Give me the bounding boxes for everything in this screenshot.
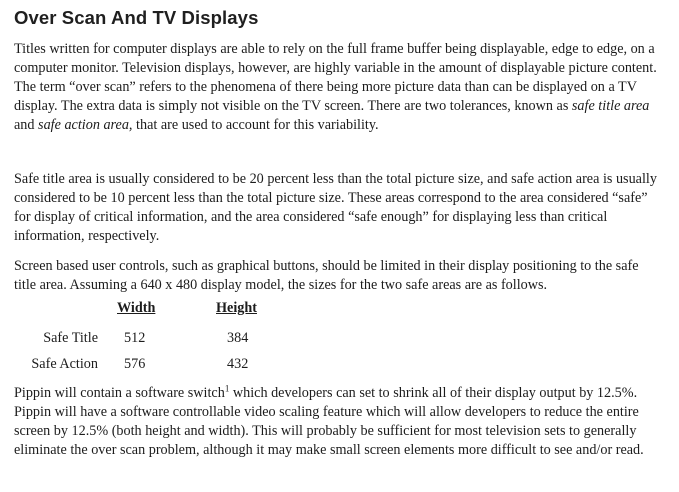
footnote-marker[interactable]: 1 — [224, 383, 230, 394]
column-header-height: Height — [216, 300, 257, 316]
column-header-width: Width — [117, 300, 156, 316]
paragraph-text: which developers can set to shrink all of their display output by 12.5%. Pippin will have a software controllable video scaling feature which will allow developers to reduce the entire screen by 12.5% (both height and width). This will probably be sufficient for most television sets to generally eliminate the over scan problem, although it may make small screen elements more difficult to see and/or read. — [14, 385, 644, 458]
paragraph-text: Titles written for computer displays are able to rely on the full frame buffer being displayable, edge to edge, on a computer monitor. Television displays, however, are highly variable in the amount of displayable picture content. The term “over scan” refers to the phenomena of there being more picture data than can be displayed on a TV display. The extra data is simply not visible on the TV screen. There are two tolerances, known as — [14, 41, 657, 114]
paragraph-text: and — [14, 117, 39, 133]
cell-safe-action-height: 432 — [227, 356, 249, 372]
paragraph-text: that are used to account for this variability. — [132, 117, 379, 133]
cell-safe-title-height: 384 — [227, 330, 249, 346]
row-label-safe-title: Safe Title — [43, 330, 98, 346]
paragraph-safe-areas-definition: Safe title area is usually considered to be 20 percent less than the total picture size, and safe action area is usually considered to be 10 percent less than the total picture size. These areas correspond to the area considered “safe” for display of critical information, and the area considered “safe enough” for displaying less than critical information, respectively. — [14, 171, 657, 244]
row-label-safe-action: Safe Action — [31, 356, 98, 372]
cell-safe-title-width: 512 — [124, 330, 146, 346]
safe-area-table — [0, 298, 679, 380]
paragraph-over-scan-intro — [14, 40, 664, 135]
paragraph-text: Pippin will contain a software switch — [14, 385, 225, 401]
cell-safe-action-width: 576 — [124, 356, 146, 372]
paragraph-pippin-scaling — [14, 384, 664, 460]
term-safe-action-area: safe action area, — [38, 117, 133, 133]
section-heading: Over Scan And TV Displays — [14, 7, 259, 28]
paragraph-user-controls: Screen based user controls, such as graphical buttons, should be limited in their display positioning to the safe title area. Assuming a 640 x 480 display model, the sizes for the two safe areas are as follows. — [14, 258, 639, 293]
term-safe-title-area: safe title area — [571, 98, 650, 114]
